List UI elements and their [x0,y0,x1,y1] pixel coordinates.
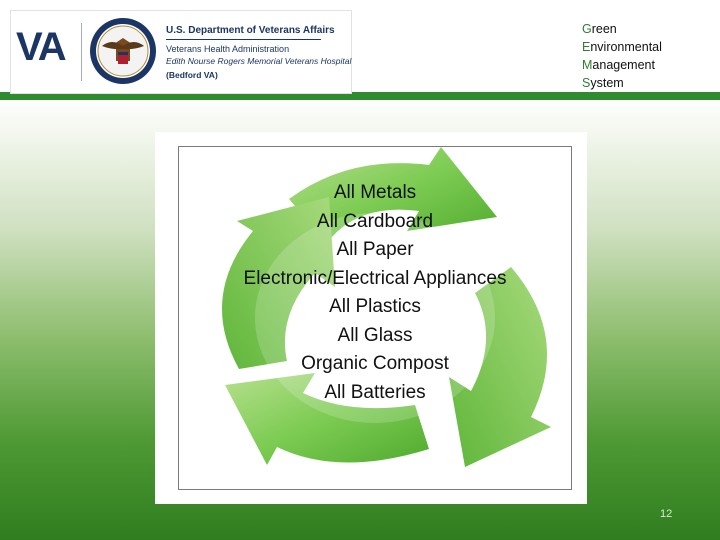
material-item: All Batteries [324,381,426,403]
material-item: All Metals [333,182,417,203]
materials-list [179,179,571,407]
poster-frame [178,146,572,490]
acronym-line-system: System [582,76,624,90]
acronym-line-green: Green [582,22,617,36]
va-logo [10,10,352,94]
page-number: 12 [660,508,673,520]
material-item: All Glass [337,324,413,346]
acronym-line-management: Management [582,58,655,72]
material-item: All Cardboard [316,210,434,232]
hospital-name: Edith Nourse Rogers Memorial Veterans Hospital [166,56,352,66]
material-item: All Plastics [329,296,421,317]
va-logo-mark: VA [16,25,65,69]
material-item: All Paper [336,239,414,260]
logo-divider [81,23,82,81]
logo-underline [166,39,321,40]
recycling-poster [155,132,587,504]
va-logo-text [166,25,351,80]
acronym-line-environmental: Environmental [582,40,662,54]
va-seal-icon [88,16,158,86]
material-item: Organic Compost [301,353,449,374]
department-name: U.S. Department of Veterans Affairs [166,25,335,36]
program-acronym [582,20,662,92]
administration-name: Veterans Health Administration [166,44,290,54]
hospital-location: (Bedford VA) [166,70,218,80]
material-item: Electronic/Electrical Appliances [243,267,507,289]
